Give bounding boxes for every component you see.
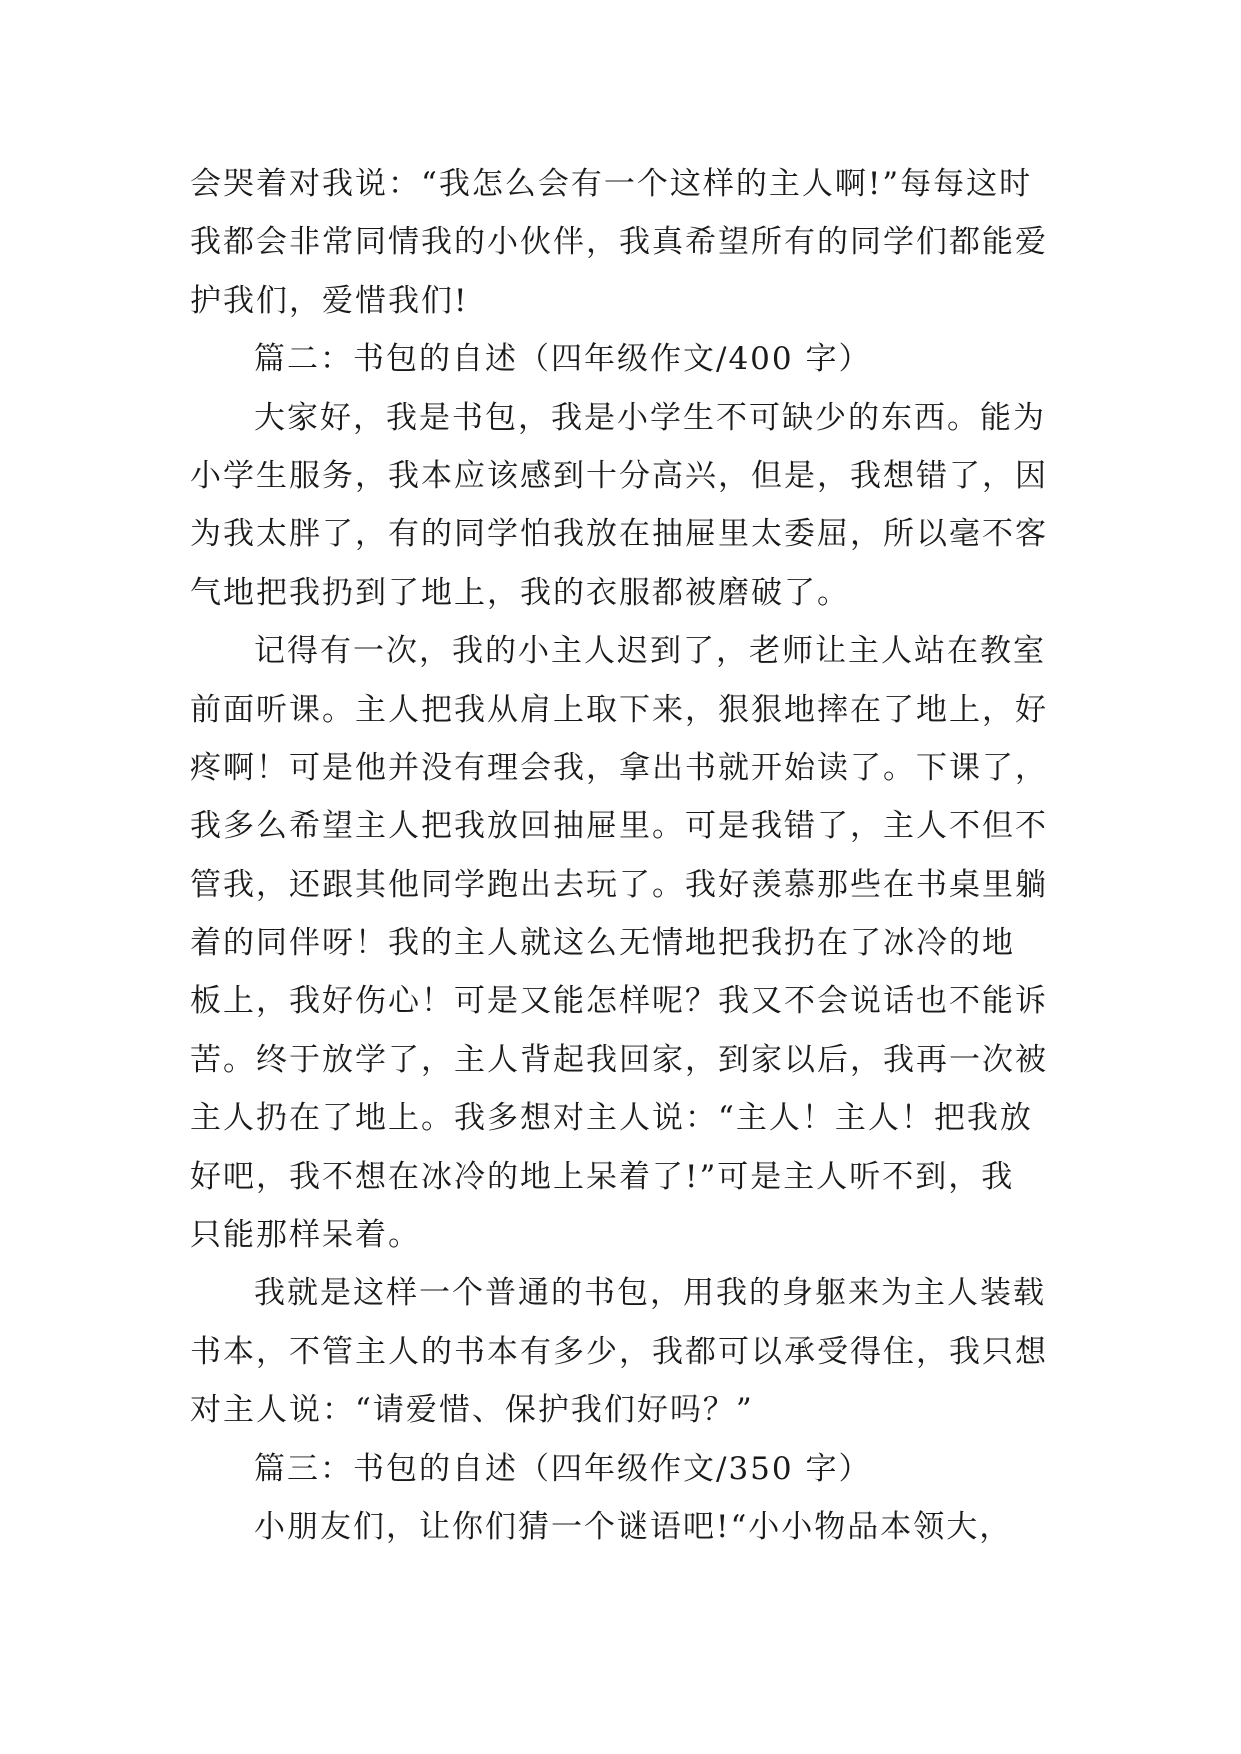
text-line: 大家好，我是书包，我是小学生不可缺少的东西。能为	[254, 399, 1046, 436]
text-line: 我多么希望主人把我放回抽屉里。可是我错了，主人不但不	[190, 808, 1048, 845]
text-line: 小朋友们，让你们猜一个谜语吧!“小小物品本领大，	[254, 1508, 1013, 1545]
text-line: 管我，还跟其他同学跑出去玩了。我好羡慕那些在书桌里躺	[190, 866, 1048, 903]
text-line: 疼啊！可是他并没有理会我，拿出书就开始读了。下课了，	[190, 749, 1048, 786]
text-line: 主人扔在了地上。我多想对主人说：“主人！主人！把我放	[190, 1100, 1033, 1137]
text-line: 只能那样呆着。	[190, 1217, 421, 1254]
text-line: 板上，我好伤心！可是又能怎样呢？我又不会说话也不能诉	[190, 983, 1048, 1020]
text-line: 记得有一次，我的小主人迟到了，老师让主人站在教室	[254, 633, 1046, 670]
text-line: 对主人说：“请爱惜、保护我们好吗？”	[190, 1392, 754, 1429]
text-line: 为我太胖了，有的同学怕我放在抽屉里太委屈，所以毫不客	[190, 516, 1048, 553]
text-line: 前面听课。主人把我从肩上取下来，狠狠地摔在了地上，好	[190, 691, 1048, 728]
text-line: 小学生服务，我本应该感到十分高兴，但是，我想错了，因	[190, 457, 1048, 494]
text-line: 气地把我扔到了地上，我的衣服都被磨破了。	[190, 574, 850, 611]
text-line: 篇三：书包的自述（四年级作文/350 字）	[254, 1450, 872, 1487]
text-line: 护我们，爱惜我们!	[190, 282, 469, 319]
text-line: 我都会非常同情我的小伙伴，我真希望所有的同学们都能爱	[190, 224, 1048, 261]
text-line: 好吧，我不想在冰冷的地上呆着了!”可是主人听不到，我	[190, 1158, 1015, 1195]
text-line: 会哭着对我说：“我怎么会有一个这样的主人啊!”每每这时	[190, 166, 1033, 202]
text-line: 苦。终于放学了，主人背起我回家，到家以后，我再一次被	[190, 1041, 1048, 1078]
body-text	[190, 155, 1070, 1556]
text-line: 篇二：书包的自述（四年级作文/400 字）	[254, 341, 872, 378]
text-line: 着的同伴呀！我的主人就这么无情地把我扔在了冰冷的地	[190, 925, 1015, 962]
text-line: 我就是这样一个普通的书包，用我的身躯来为主人装载	[254, 1275, 1046, 1312]
text-line: 书本，不管主人的书本有多少，我都可以承受得住，我只想	[190, 1333, 1048, 1370]
